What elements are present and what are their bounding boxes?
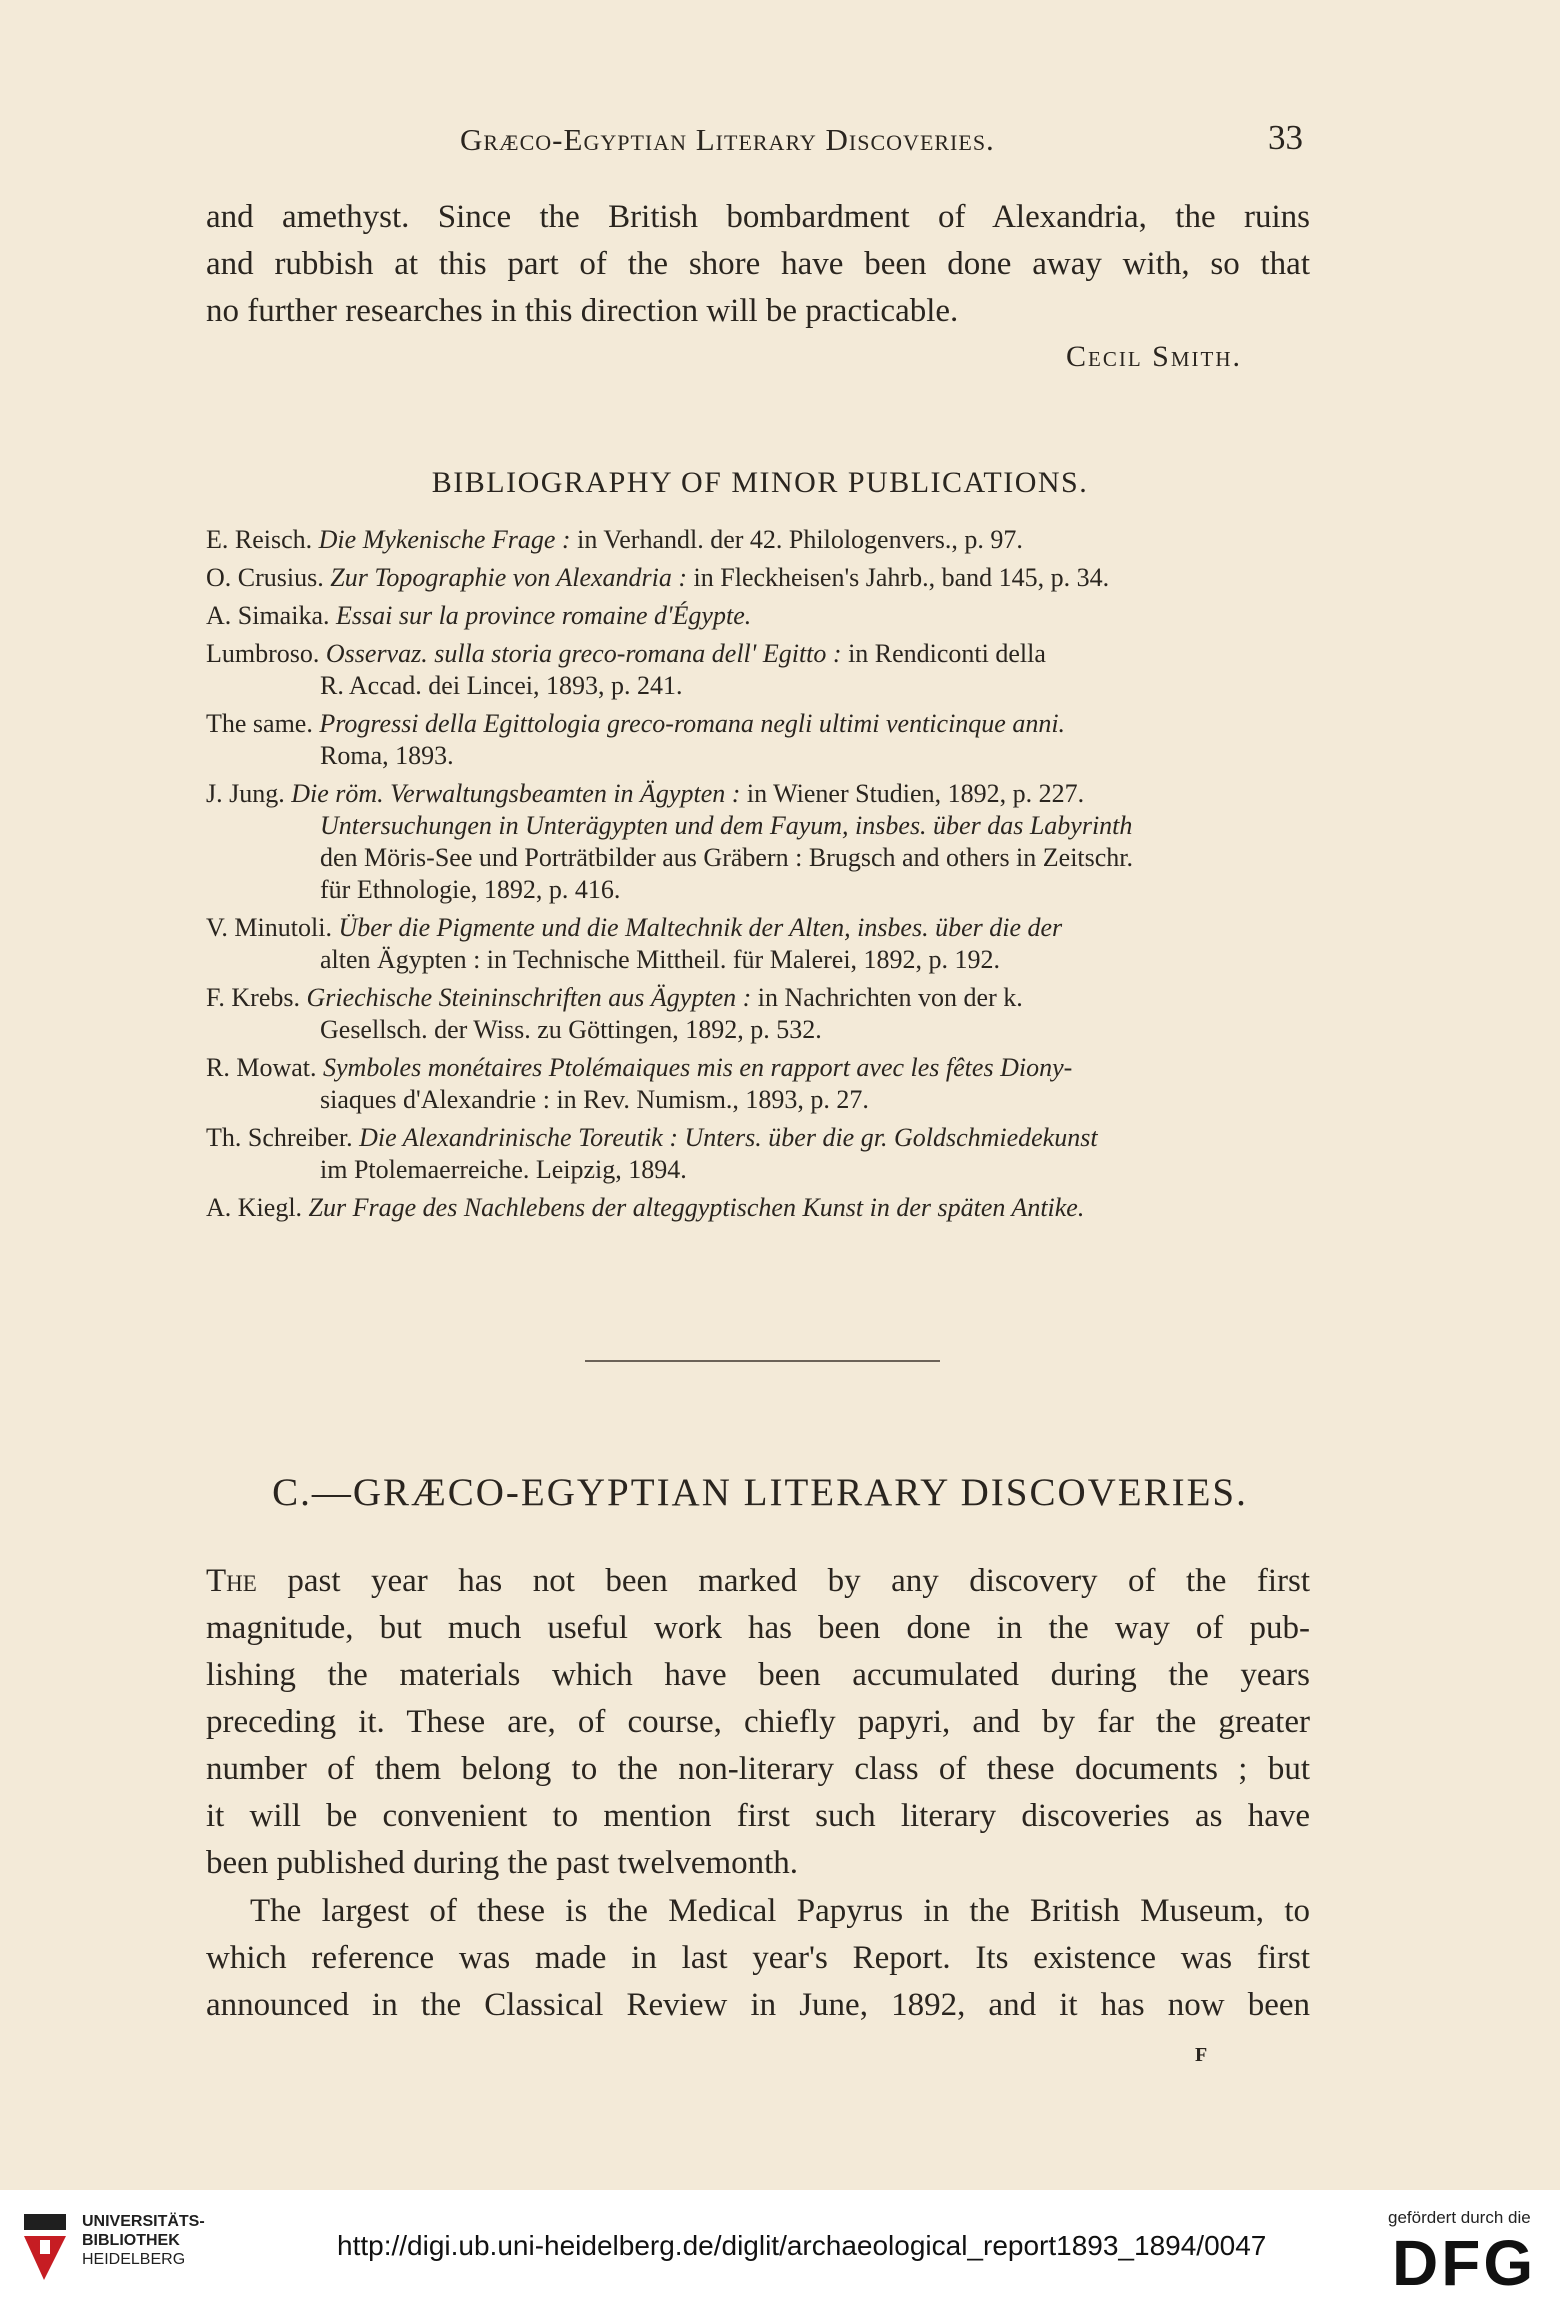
bib-author: J. Jung.: [206, 779, 285, 808]
bib-author: O. Crusius.: [206, 563, 324, 592]
bib-entry: [206, 778, 1310, 906]
bib-source: in Nachrichten von der k.: [757, 983, 1023, 1012]
bib-title: Die röm. Verwaltungsbeamten in Ägypten :: [291, 779, 741, 808]
bib-author: F. Krebs.: [206, 983, 300, 1012]
text-line: been published during the past twelvemonth.: [206, 1845, 799, 1881]
bib-source: in Wiener Studien, 1892, p. 227.: [746, 779, 1085, 808]
bib-title: Progressi della Egittologia greco-romana negli ultimi venticinque anni.: [319, 709, 1066, 738]
bib-author: The same.: [206, 709, 313, 738]
text-line: and amethyst. Since the British bombardment of Alexandria, the ruins: [206, 199, 1310, 235]
bib-author: Lumbroso.: [206, 639, 320, 668]
bib-continuation: den Möris-See und Porträtbilder aus Gräbern : Brugsch and others in Zeitschr.: [320, 843, 1134, 872]
bib-title: Über die Pigmente und die Maltechnik der Alten, insbes. über die der: [338, 913, 1063, 942]
section-paragraph-1: [206, 1558, 1310, 1887]
bib-source: in Verhandl. der 42. Philologenvers., p. 97.: [577, 525, 1023, 554]
bib-continuation: Untersuchungen in Unterägypten und dem Fayum, insbes. über das Labyrinth: [320, 811, 1133, 840]
bib-entry: [206, 1052, 1310, 1116]
bib-entry: [206, 1122, 1310, 1186]
bib-continuation: im Ptolemaerreiche. Leipzig, 1894.: [320, 1155, 687, 1184]
text-line: announced in the Classical Review in June, 1892, and it has now been: [206, 1987, 1310, 2023]
text-line: preceding it. These are, of course, chiefly papyri, and by far the greater: [206, 1704, 1310, 1740]
text-line: which reference was made in last year's Report. Its existence was first: [206, 1940, 1310, 1976]
bib-author: Th. Schreiber.: [206, 1123, 353, 1152]
author-signature: Cecil Smith.: [1066, 340, 1243, 373]
bib-entry: [206, 562, 1310, 594]
bib-title: Die Mykenische Frage :: [318, 525, 571, 554]
bib-continuation: für Ethnologie, 1892, p. 416.: [320, 875, 621, 904]
bib-title: Zur Topographie von Alexandria :: [330, 563, 688, 592]
dfg-caption: gefördert durch die: [1388, 2208, 1531, 2227]
bib-entry: [206, 600, 1310, 632]
library-logo-icon: [22, 2210, 68, 2282]
dfg-logo: DFG: [1392, 2227, 1537, 2299]
bib-entry: [206, 982, 1310, 1046]
text-line: lishing the materials which have been accumulated during the years: [206, 1657, 1310, 1693]
running-head: Græco-Egyptian Literary Discoveries.: [460, 122, 995, 157]
bib-entry: [206, 708, 1310, 772]
permalink-url[interactable]: http://digi.ub.uni-heidelberg.de/diglit/archaeological_report1893_1894/0047: [337, 2230, 1267, 2261]
section-title: C.—GRÆCO-EGYPTIAN LITERARY DISCOVERIES.: [272, 1471, 1248, 1514]
bib-title: Osservaz. sulla storia greco-romana dell' Egitto :: [325, 639, 842, 668]
text-line: number of them belong to the non-literary class of these documents ; but: [206, 1751, 1310, 1787]
bib-entry: [206, 1192, 1310, 1224]
text-line: The largest of these is the Medical Papyrus in the British Museum, to: [250, 1893, 1310, 1929]
bib-title: Zur Frage des Nachlebens der alteggyptischen Kunst in der späten Antike.: [308, 1193, 1085, 1222]
bib-title: Die Alexandrinische Toreutik : Unters. über die gr. Goldschmiedekunst: [359, 1123, 1098, 1152]
bib-source: in Rendiconti della: [848, 639, 1046, 668]
bibliography-title: BIBLIOGRAPHY OF MINOR PUBLICATIONS.: [431, 466, 1089, 499]
section-paragraph-2: [206, 1888, 1310, 2029]
section-divider: [585, 1360, 940, 1362]
text-line: The past year has not been marked by any discovery of the first: [206, 1563, 1311, 1599]
library-name: UNIVERSITÄTS- BIBLIOTHEK HEIDELBERG: [82, 2213, 205, 2268]
bib-author: A. Simaika.: [206, 601, 330, 630]
bib-entry: [206, 912, 1310, 976]
text-line: it will be convenient to mention first such literary discoveries as have: [206, 1798, 1310, 1834]
bib-author: R. Mowat.: [206, 1053, 317, 1082]
bib-author: A. Kiegl.: [206, 1193, 303, 1222]
bib-continuation: R. Accad. dei Lincei, 1893, p. 241.: [320, 671, 683, 700]
signature-mark: F: [1195, 2044, 1208, 2066]
bib-source: in Fleckheisen's Jahrb., band 145, p. 34.: [693, 563, 1110, 592]
top-paragraph: [206, 194, 1310, 335]
bib-continuation: Gesellsch. der Wiss. zu Göttingen, 1892, p. 532.: [320, 1015, 822, 1044]
bib-title: Griechische Steininschriften aus Ägypten :: [306, 983, 752, 1012]
page-number: 33: [1268, 118, 1303, 157]
bib-entry: [206, 524, 1310, 556]
bib-continuation: Roma, 1893.: [320, 741, 454, 770]
bib-author: E. Reisch.: [206, 525, 313, 554]
bib-continuation: alten Ägypten : in Technische Mittheil. für Malerei, 1892, p. 192.: [320, 945, 1001, 974]
bib-entry: [206, 638, 1310, 702]
text-line: and rubbish at this part of the shore have been done away with, so that: [206, 246, 1310, 282]
bib-author: V. Minutoli.: [206, 913, 332, 942]
text-line: magnitude, but much useful work has been done in the way of pub-: [206, 1610, 1310, 1646]
drop-word: The: [206, 1563, 257, 1599]
bibliography-list: [206, 524, 1310, 1230]
text-line: no further researches in this direction will be practicable.: [206, 293, 959, 329]
bib-title: Symboles monétaires Ptolémaiques mis en rapport avec les fêtes Diony-: [323, 1053, 1073, 1082]
bib-title: Essai sur la province romaine d'Égypte.: [336, 601, 752, 630]
bib-continuation: siaques d'Alexandrie : in Rev. Numism., 1893, p. 27.: [320, 1085, 869, 1114]
